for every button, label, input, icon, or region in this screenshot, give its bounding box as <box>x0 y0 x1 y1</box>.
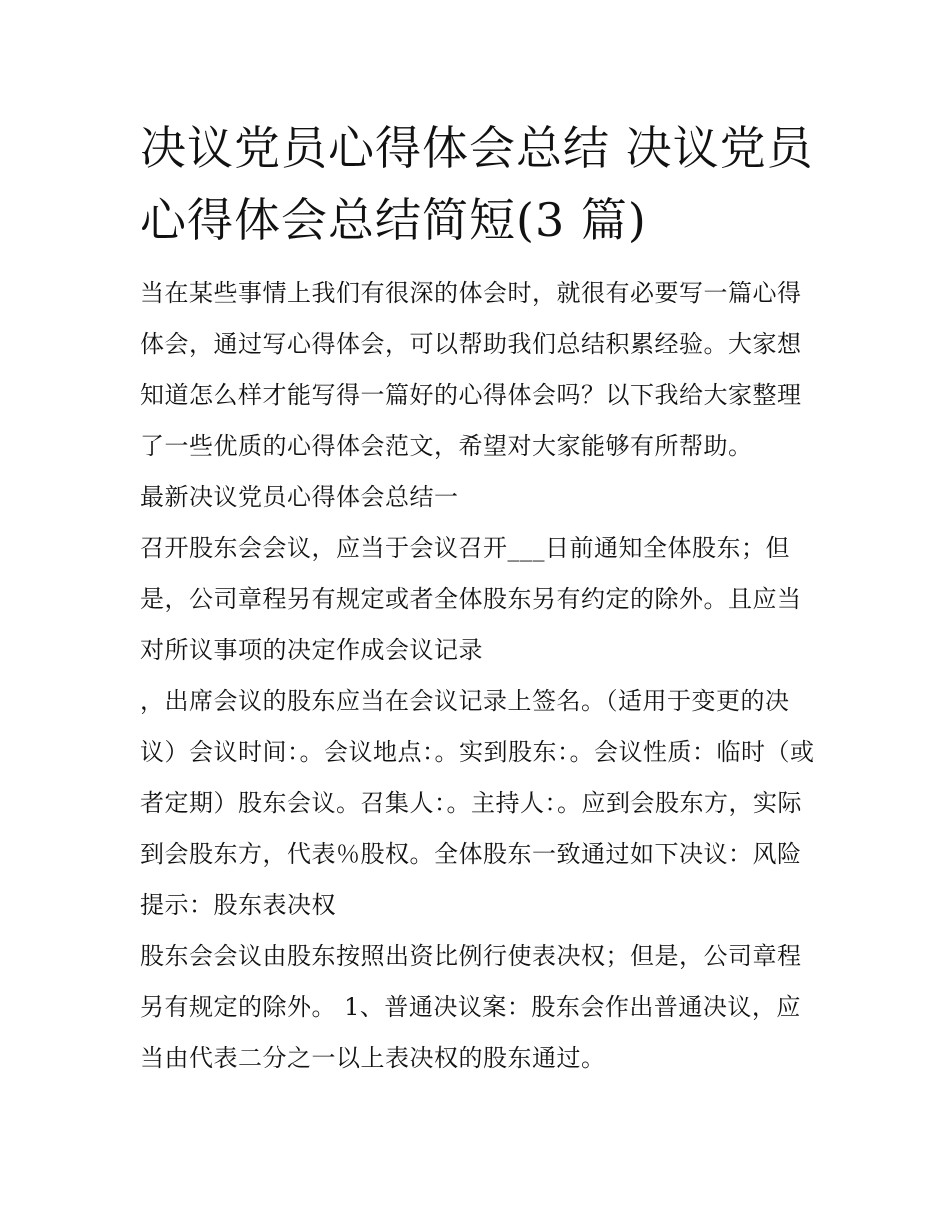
document-title: 决议党员心得体会总结 决议党员心得体会总结简短(3 篇) <box>140 121 814 247</box>
document-page <box>140 112 820 1084</box>
body-paragraph: 股东会会议由股东按照出资比例行使表决权；但是，公司章程另有规定的除外。 1、普通决议案：股东会作出普通决议，应当由代表二分之一以上表决权的股东通过。 <box>140 942 802 1072</box>
intro-paragraph: 当在某些事情上我们有很深的体会时，就很有必要写一篇心得体会，通过写心得体会，可以帮助我们总结积累经验。大家想知道怎么样才能写得一篇好的心得体会吗？以下我给大家整理了一些优质的心得体会范文，希望对大家能够有所帮助。 <box>140 279 802 460</box>
body-paragraph: ，出席会议的股东应当在会议记录上签名。（适用于变更的决议）会议时间：。会议地点：。实到股东：。会议性质：临时（或者定期）股东会议。召集人：。主持人：。应到会股东方，实际到会股东方，代表％股权。全体股东一致通过如下决议：风险提示：股东表决权 <box>140 687 815 919</box>
body-paragraph: 召开股东会会议，应当于会议召开___日前通知全体股东；但是，公司章程另有规定或者全体股东另有约定的除外。且应当对所议事项的决定作成会议记录 <box>140 534 802 664</box>
section-heading: 最新决议党员心得体会总结一 <box>140 483 459 511</box>
